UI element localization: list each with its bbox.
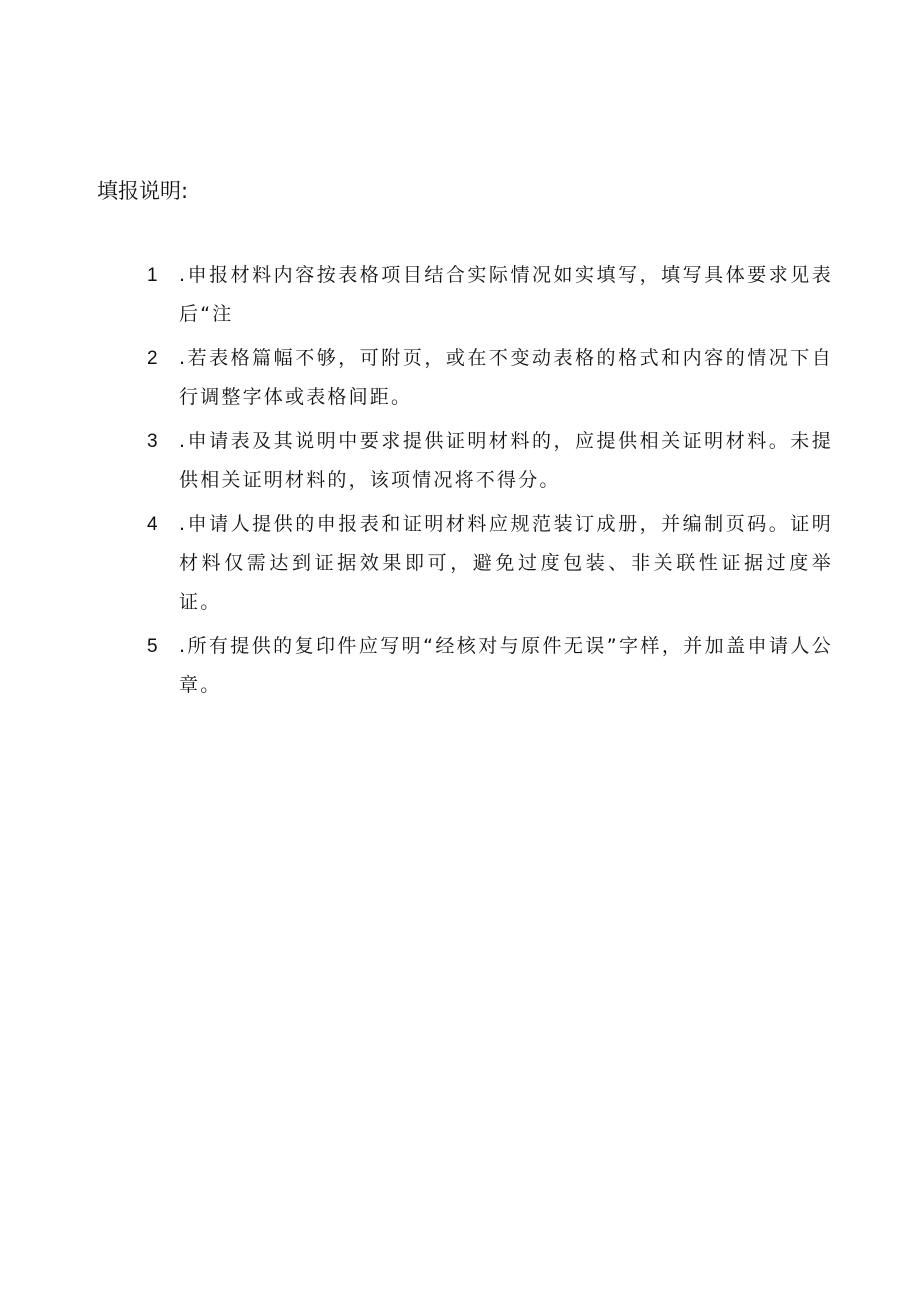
item-text: .所有提供的复印件应写明“经核对与原件无误”字样，并加盖申请人公章。 — [179, 635, 833, 696]
list-item — [143, 505, 833, 622]
item-number: 4 — [147, 514, 158, 535]
item-text: .申请人提供的申报表和证明材料应规范装订成册，并编制页码。证明材料仅需达到证据效果即可，避免过度包装、非关联性证据过度举证。 — [179, 513, 833, 613]
list-item — [143, 422, 833, 500]
item-number: 1 — [147, 265, 158, 286]
item-number: 3 — [147, 431, 158, 452]
list-item — [143, 339, 833, 417]
list-item — [143, 256, 833, 334]
item-text: .申请表及其说明中要求提供证明材料的，应提供相关证明材料。未提供相关证明材料的，该项情况将不得分。 — [179, 430, 833, 491]
item-number: 5 — [147, 636, 158, 657]
item-number: 2 — [147, 348, 158, 369]
list-item — [143, 627, 833, 705]
page-title: 填报说明: — [97, 179, 189, 203]
item-text: .若表格篇幅不够，可附页，或在不变动表格的格式和内容的情况下自行调整字体或表格间距。 — [179, 347, 833, 408]
instruction-list — [143, 256, 833, 710]
item-text: .申报材料内容按表格项目结合实际情况如实填写，填写具体要求见表后“注 — [179, 264, 833, 325]
